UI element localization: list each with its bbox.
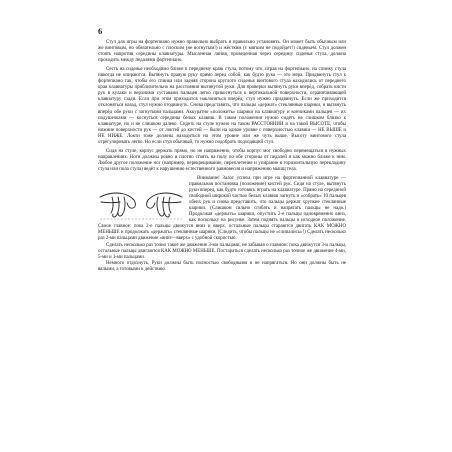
body-text bbox=[98, 40, 346, 273]
page-number: 6 bbox=[98, 26, 103, 36]
paragraph-posture: Сидя на стуле, корпус держать прямо, но не напряженно, чтобы корпус мог свободно перемещаться в нужных направлениях. Ноги должны ровно и плотно стоять на полу по обе стороны от педалей и как можно ближе к ним. Любое другое положение ног (например, перекрещивание, переплетение и упирание в горизонтальную перекладину стула или пола стула) ведёт к нарушению естественного равновесия и напряжению мышц тела. bbox=[98, 148, 346, 172]
paragraph-rest: Немного отдохнуть. Руки должны быть полностью свободными и не напрягаться. Но они должны быть не вялыми, а готовыми к действию. bbox=[98, 260, 346, 272]
paragraph-stool: Стул для игры на фортепиано нужно правильно выбрать и правильно установить. Он может быть обычным или же винтовым, но обязательно с плоским (не вогнутым!) и жёстким (с мягким не подойдет!) сиденьем. Стул должен стоять напротив середины клавиатуры. Мысленная линия, проведенная через середину сиденья стула, должна проходить между педалями фортепиано. bbox=[98, 40, 346, 64]
paragraph-attention: Внимание! Залог успеха при игре на фортепианной клавиатуре — правильная постановка (положение) кистей рук. Сидя на стуле, вытянуть руки вперед, как будто готовясь играть на клавиатуре. Прямо на серединой свободной широкой частью белых клавиш загнуть и «собрать» 10 пальцев обеих рук и снова представить, что пальцы держат хрупкие стеклянные шарики. (Слишком сильно сгибать и напрягать пальцы не надо.) Продолжая «держать» шарики, опустить 2-е пальцы одновременно вниз, как поскольку на рисунке. Затем поднять пальцы в исходное положение. Самое главное: пока 2-е пальцы движутся вниз и вверх, остальные пальцы стараются двигать КАК МОЖНО МЕНЬШЕ и продолжать «держать» стеклянные шарики. (Следить, чтобы пальцы не «слипались»!) Сделать несколько раз 2-ми пальцами движение «вниз—вверх» с удобной скоростью. bbox=[98, 175, 346, 242]
hands-illustration bbox=[98, 175, 184, 221]
paragraph-fingers: Сделать несколько раз точно такое же движение 3-ми пальцами, не забывая о главном: пока движутся 3-и пальцы, остальные пальцы двигаются КАК МОЖНО МЕНЬШЕ. Постараться сделать несколько раз точное же движение 4-ми, 5-ми и 1-ми пальцами. bbox=[98, 242, 346, 260]
paragraph-sitting: Сесть на сиденье необходимо ближе к переднему краю стула, потому что, играя на фортепиано, на спинку стула никогда не опираются. Вытянуть правую руку прямо перед собой, как будто рука — это мера. Придвинуть стул к фортепиано так, чтобы его спинка или задняя сторона круглого сиденья винтового стула находились от переднего края клавиатуры приблизительно на расстоянии вытянутой руки. Для проверки вытянуть руки вперёд, собрать кисти рук в кулаки и верхними суставами пальцев легко прикоснуться к вертикальной поверхности, ограничивающей клавиатуру сзади. Если при этом приходится наклоняться вперёд, стул нужно придвинуть. Если же приходится отклоняться назад, стул нужно отодвинуть. Снова представить, что пальцы «держат» стеклянные шарики, и вытянуть вперёд обе руки с загнутыми пальцами. Аккуратно «положить» шарики на клавиатуру и кончиками пальцев — их подушечками — коснуться середины белых клавиш. В таком положении нужно сидеть не слишком близко к клавиатуре, но и не слишком далеко. Сидеть на стуле нужно на таком РАССТОЯНИИ и на такой ВЫСОТЕ, чтобы нижние поверхности рук — от локтей до кистей — были на одном уровне с поверхностью клавиш — НЕ ВЫШЕ и НЕ НИЖЕ. Локти тоже должны находиться на этом уровне или же чуть выше. Высоту винтового стула отрегулировать легко. Но если стул обычный, то нужно подобрать подходящий стул. bbox=[98, 67, 346, 145]
